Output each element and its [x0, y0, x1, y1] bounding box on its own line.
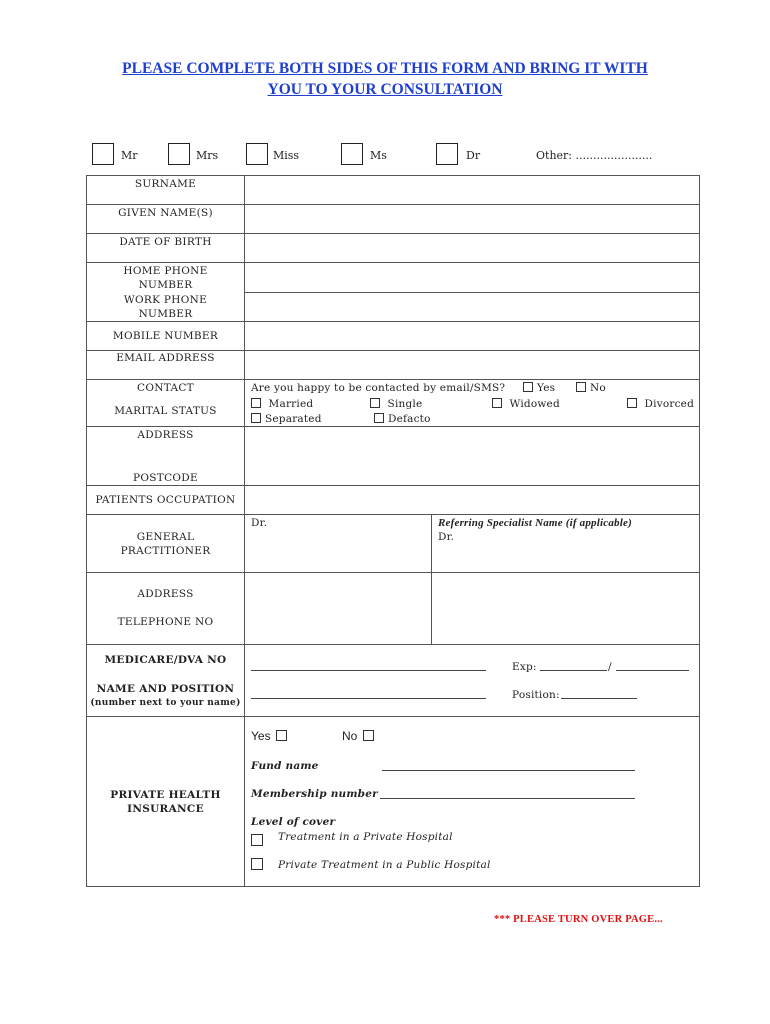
contact-no-checkbox[interactable]: [576, 382, 586, 392]
separated-checkbox[interactable]: [251, 413, 261, 423]
dr-label: Dr: [466, 149, 481, 162]
occupation-label: PATIENTS OCCUPATION: [95, 494, 236, 506]
contact-no-label: No: [590, 382, 606, 394]
gp-address-label: ADDRESS: [137, 588, 194, 600]
phi-yes-label: Yes: [251, 729, 271, 743]
home-phone-label: [87, 264, 244, 292]
membership-number-label: Membership number: [251, 788, 378, 800]
table-border-right: [699, 175, 700, 887]
turn-over-note: *** PLEASE TURN OVER PAGE...: [494, 914, 663, 925]
phi-label: [87, 788, 244, 816]
miss-checkbox[interactable]: [246, 143, 268, 165]
exp-year-line[interactable]: [616, 670, 689, 671]
separated-label: Separated: [265, 413, 322, 425]
defacto-checkbox[interactable]: [374, 413, 384, 423]
marital-status-label: MARITAL STATUS: [114, 405, 217, 417]
married-option[interactable]: [251, 397, 313, 411]
work-phone-input[interactable]: [245, 293, 699, 321]
mrs-label: Mrs: [196, 149, 219, 162]
work-phone-label-line2: NUMBER: [138, 308, 193, 320]
dob-label: DATE OF BIRTH: [119, 236, 212, 248]
widowed-option[interactable]: [492, 397, 560, 411]
defacto-option[interactable]: [374, 412, 431, 426]
phi-no-label: No: [342, 729, 358, 743]
address-label: ADDRESS: [137, 429, 194, 441]
telephone-label: TELEPHONE NO: [117, 616, 214, 628]
widowed-checkbox[interactable]: [492, 398, 502, 408]
email-input[interactable]: [245, 351, 699, 379]
ms-checkbox[interactable]: [341, 143, 363, 165]
row-line: [86, 886, 700, 887]
work-phone-label: [87, 293, 244, 321]
private-hospital-label: Treatment in a Private Hospital: [278, 831, 453, 843]
mr-label: Mr: [121, 149, 138, 162]
work-phone-label-line1: WORK PHONE: [123, 294, 208, 306]
surname-input[interactable]: [245, 176, 699, 204]
given-names-input[interactable]: [245, 205, 699, 233]
defacto-label: Defacto: [388, 413, 431, 425]
mobile-label: MOBILE NUMBER: [112, 330, 219, 342]
married-checkbox[interactable]: [251, 398, 261, 408]
single-checkbox[interactable]: [370, 398, 380, 408]
contact-yes-option[interactable]: [523, 381, 555, 395]
name-position-line[interactable]: [251, 698, 486, 699]
given-names-label: GIVEN NAME(S): [118, 207, 213, 219]
contact-yes-label: Yes: [537, 382, 556, 394]
title-line-2: YOU TO YOUR CONSULTATION: [267, 81, 503, 98]
position-line[interactable]: [561, 698, 637, 699]
row-line: [86, 716, 700, 717]
private-hospital-checkbox[interactable]: [251, 834, 263, 846]
public-hospital-label: Private Treatment in a Public Hospital: [278, 859, 491, 871]
exp-month-line[interactable]: [540, 670, 607, 671]
phi-no-option[interactable]: [342, 729, 378, 743]
row-line: [86, 644, 700, 645]
phi-label-line1: PRIVATE HEALTH: [110, 789, 221, 801]
level-of-cover-label: Level of cover: [251, 816, 336, 828]
phi-yes-option[interactable]: [251, 729, 291, 743]
specialist-address-input[interactable]: [432, 573, 699, 644]
contact-label: CONTACT: [137, 382, 194, 394]
contact-yes-checkbox[interactable]: [523, 382, 533, 392]
separated-option[interactable]: [251, 412, 322, 426]
occupation-input[interactable]: [245, 486, 699, 514]
divorced-option[interactable]: [627, 397, 694, 411]
name-position-label: NAME AND POSITION: [96, 683, 235, 695]
referring-dr-prefix: Dr.: [438, 531, 455, 543]
postcode-label: POSTCODE: [133, 472, 198, 484]
home-phone-label-line1: HOME PHONE: [123, 265, 208, 277]
private-hospital-option[interactable]: [251, 830, 267, 849]
widowed-label: Widowed: [509, 398, 560, 410]
medicare-label: MEDICARE/DVA NO: [104, 654, 227, 666]
other-title-field[interactable]: Other: ......................: [536, 149, 653, 162]
email-label: EMAIL ADDRESS: [116, 352, 215, 364]
mrs-checkbox[interactable]: [168, 143, 190, 165]
gp-label-line1: GENERAL: [136, 531, 195, 543]
gp-address-input[interactable]: [245, 573, 431, 644]
name-position-note: (number next to your name): [90, 698, 241, 708]
referring-specialist-heading: Referring Specialist Name (if applicable): [438, 517, 632, 529]
married-label: Married: [268, 398, 314, 410]
position-label: Position:: [512, 689, 560, 701]
phi-yes-checkbox[interactable]: [276, 730, 287, 741]
gp-dr-prefix: Dr.: [251, 517, 268, 529]
exp-label: Exp:: [512, 661, 537, 673]
public-hospital-checkbox[interactable]: [251, 858, 263, 870]
exp-slash: /: [608, 661, 612, 673]
surname-label: SURNAME: [134, 178, 197, 190]
fund-name-label: Fund name: [251, 760, 319, 772]
dr-checkbox[interactable]: [436, 143, 458, 165]
divorced-checkbox[interactable]: [627, 398, 637, 408]
divorced-label: Divorced: [644, 398, 695, 410]
contact-question: Are you happy to be contacted by email/SMS?: [251, 382, 506, 394]
home-phone-label-line2: NUMBER: [138, 279, 193, 291]
miss-label: Miss: [273, 149, 300, 162]
address-input[interactable]: [245, 427, 699, 485]
row-line: [86, 379, 700, 380]
referring-specialist-input[interactable]: [432, 530, 699, 572]
phi-label-line2: INSURANCE: [127, 803, 204, 815]
mobile-input[interactable]: [245, 322, 699, 350]
gp-name-input[interactable]: [245, 515, 431, 572]
gp-label: [87, 530, 244, 558]
ms-label: Ms: [370, 149, 387, 162]
fund-name-line[interactable]: [382, 770, 635, 771]
membership-number-line[interactable]: [380, 798, 635, 799]
phi-no-checkbox[interactable]: [363, 730, 374, 741]
home-phone-input[interactable]: [245, 263, 699, 292]
mr-checkbox[interactable]: [92, 143, 114, 165]
title-line-1: PLEASE COMPLETE BOTH SIDES OF THIS FORM AND BRING IT WITH: [122, 60, 648, 77]
form-title: [60, 58, 710, 100]
gp-label-line2: PRACTITIONER: [120, 545, 211, 557]
single-label: Single: [387, 398, 423, 410]
dob-input[interactable]: [245, 234, 699, 262]
contact-no-option[interactable]: [576, 381, 606, 395]
public-hospital-option[interactable]: [251, 854, 267, 873]
single-option[interactable]: [370, 397, 422, 411]
medicare-number-line[interactable]: [251, 670, 486, 671]
